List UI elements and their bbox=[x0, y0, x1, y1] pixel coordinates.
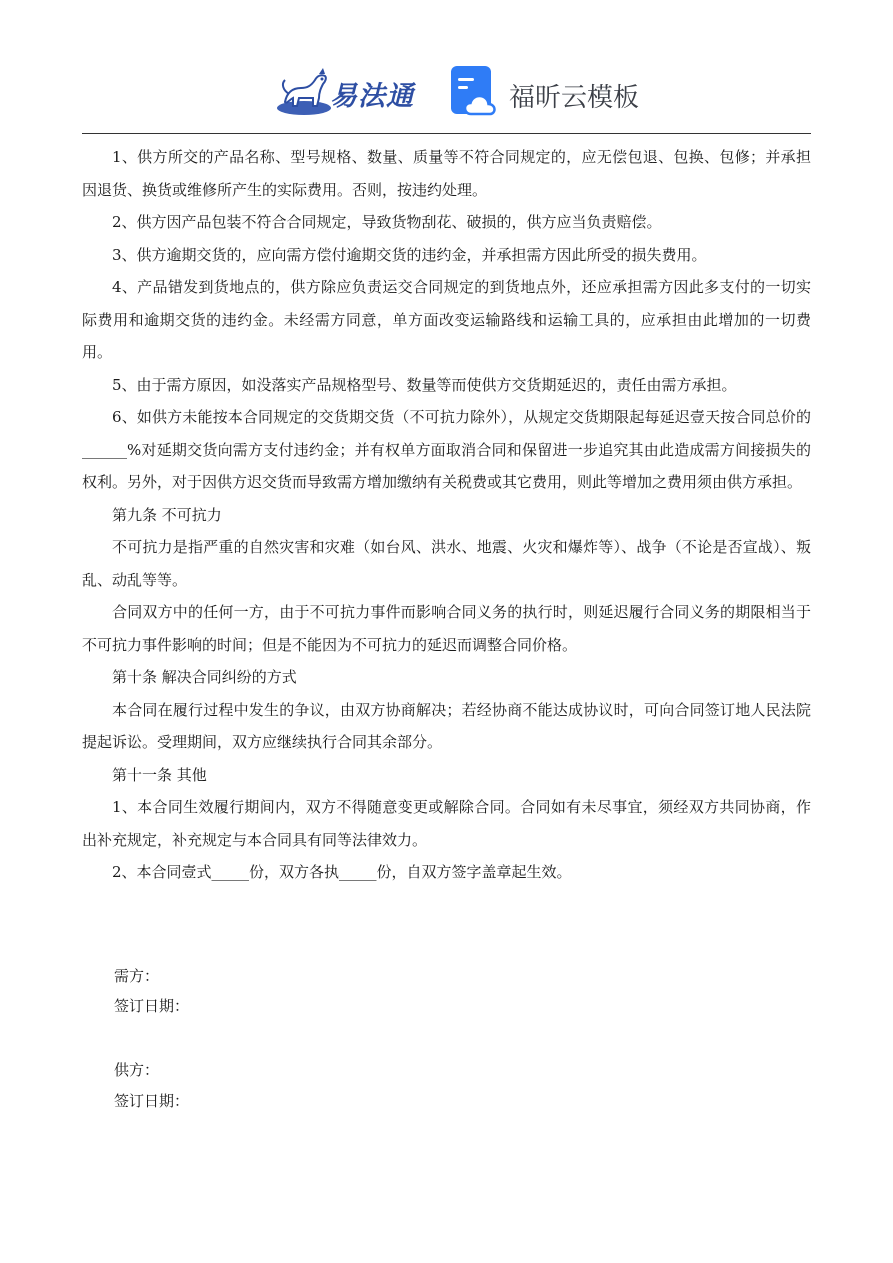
clause-paragraph: 1、供方所交的产品名称、型号规格、数量、质量等不符合同规定的，应无偿包退、包换、包修；并承担因退货、换货或维修所产生的实际费用。否则，按违约处理。 bbox=[82, 148, 811, 199]
logo-left-text: 易法通 bbox=[330, 81, 414, 112]
clause-paragraph: 3、供方逾期交货的，应向需方偿付逾期交货的违约金，并承担需方因此所受的损失费用。 bbox=[112, 245, 707, 264]
clause-paragraph: 本合同在履行过程中发生的争议，由双方协商解决；若经协商不能达成协议时，可向合同签订地人民法院提起诉讼。受理期间，双方应继续执行合同其余部分。 bbox=[82, 700, 811, 751]
buyer-label: 需方： bbox=[114, 967, 160, 985]
clause-paragraph: 6、如供方未能按本合同规定的交货期交货（不可抗力除外），从规定交货期限起每延迟壹天按合同总价的______%对延期交货向需方支付违约金；并有权单方面取消合同和保留进一步追究其由此造成需方间接损失的权利。另外，对于因供方迟交货而导致需方增加缴纳有关税费或其它费用，则此等增加之费用须由供方承担。 bbox=[82, 408, 811, 491]
clause-paragraph: 2、本合同壹式_____份，双方各执_____份，自双方签字盖章起生效。 bbox=[112, 863, 572, 881]
article-heading: 第十一条 其他 bbox=[112, 765, 207, 784]
contract-body bbox=[82, 141, 811, 889]
clause-paragraph: 合同双方中的任何一方，由于不可抗力事件而影响合同义务的执行时，则延迟履行合同义务的期限相当于不可抗力事件影响的时间；但是不能因为不可抗力的延迟而调整合同价格。 bbox=[82, 603, 811, 654]
clause-paragraph: 1、本合同生效履行期间内，双方不得随意变更或解除合同。合同如有未尽事宜，须经双方共同协商，作出补充规定，补充规定与本合同具有同等法律效力。 bbox=[82, 798, 811, 849]
clause-paragraph: 2、供方因产品包装不符合合同规定，导致货物刮花、破损的，供方应当负责赔偿。 bbox=[112, 213, 662, 231]
seller-label: 供方： bbox=[114, 1061, 160, 1079]
buyer-date-label: 签订日期： bbox=[114, 997, 190, 1015]
logo-right-text: 福昕云模板 bbox=[509, 83, 640, 113]
clause-paragraph: 4、产品错发到货地点的，供方除应负责运交合同规定的到货地点外，还应承担需方因此多支付的一切实际费用和逾期交货的违约金。未经需方同意，单方面改变运输路线和运输工具的，应承担由此增加的一切费用。 bbox=[82, 278, 811, 361]
page-header bbox=[0, 58, 893, 126]
yifatong-logo bbox=[275, 64, 425, 118]
clause-paragraph: 5、由于需方原因，如没落实产品规格型号、数量等而使供方交货期延迟的，责任由需方承担。 bbox=[112, 375, 737, 394]
article-heading: 第十条 解决合同纠纷的方式 bbox=[112, 668, 297, 686]
clause-paragraph: 不可抗力是指严重的自然灾害和灾难（如台风、洪水、地震、火灾和爆炸等）、战争（不论是否宣战）、叛乱、动乱等等。 bbox=[82, 538, 811, 589]
horse-seal-icon bbox=[275, 64, 333, 118]
header-divider bbox=[82, 133, 811, 134]
seller-date-label: 签订日期： bbox=[114, 1092, 190, 1110]
fuxin-template-logo bbox=[449, 64, 649, 120]
article-heading: 第九条 不可抗力 bbox=[112, 505, 222, 524]
document-cloud-icon bbox=[449, 64, 501, 120]
